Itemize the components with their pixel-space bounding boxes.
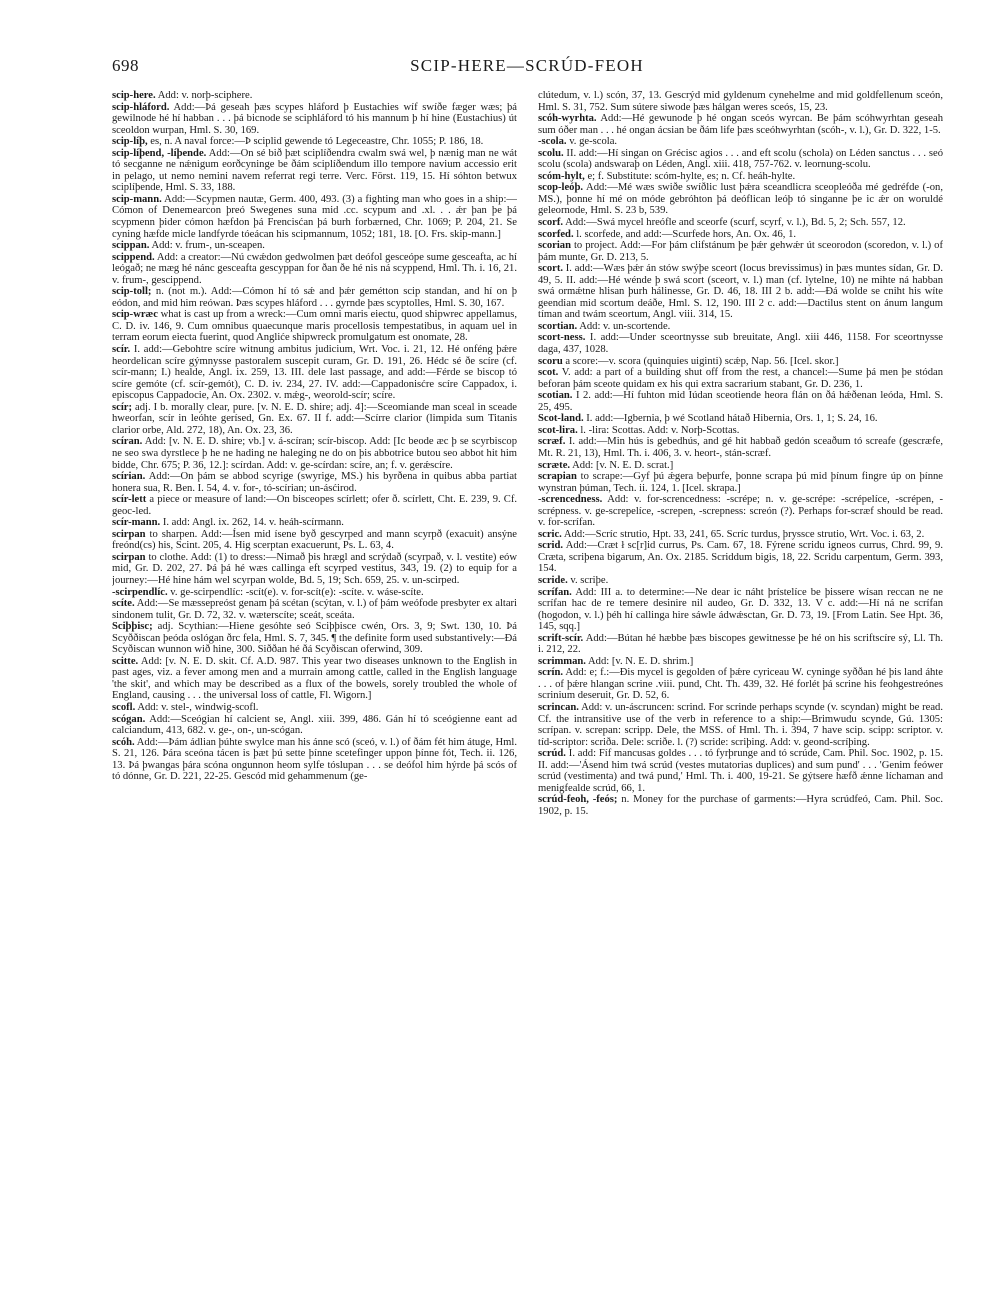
entry-headword: scrín. (538, 667, 564, 679)
entry-text: v. scriþe. (567, 574, 609, 586)
entry-text: v. ge-scirpendlíc: -scít(e). v. for-scít(e): -scíte. v. wáse-scíte. (167, 586, 424, 598)
dictionary-entry (112, 286, 517, 309)
dictionary-entry (112, 240, 517, 252)
dictionary-entry (538, 702, 943, 748)
dictionary-entry (538, 529, 943, 541)
dictionary-entry (538, 540, 943, 575)
dictionary-entry (112, 494, 517, 517)
entry-text: Add: v. frum-, un-sceapen. (149, 240, 265, 252)
dictionary-entry (112, 737, 517, 783)
entry-headword: scír. (112, 344, 131, 356)
entry-headword: scrapian (538, 471, 577, 483)
page-header (112, 56, 942, 80)
entry-headword: scræte. (538, 459, 571, 471)
dictionary-entry (112, 552, 517, 587)
entry-text: v. ge-scola. (566, 136, 618, 148)
dictionary-entry (112, 587, 517, 599)
entry-text: I. add:—Igbernia, þ wé Scotland hátað Hibernia, Ors. 1, 1; S. 24, 16. (583, 413, 878, 425)
dictionary-entry (538, 240, 943, 263)
entry-text: n. Money for the purchase of garments:—Hyra scrúdfeó, Cam. Phil. Soc. 1902, p. 15. (538, 794, 943, 817)
dictionary-entry (538, 217, 943, 229)
entry-headword: scitte. (112, 655, 139, 667)
dictionary-entry (538, 356, 943, 368)
entry-text: to project. Add:—For þám clifstánum þe þǽr gehwǽr út sceorodon (scoredon, v. l.) of þám munte, Gr. D. 213, 5. (538, 240, 943, 263)
entry-headword: scip-toll; (112, 286, 152, 298)
entry-text: Add: v. un-scortende. (577, 320, 671, 332)
entry-text: to scrape:—Gyf þú ǽgera beþurfe, þonne scrapa þú mid þínum fingre úp on þínne wynstran þúman, Tech. ii. 124, 1. [Icel. skrapa.] (538, 471, 943, 494)
entry-text: Add: [v. N. E. D. shrim.] (585, 655, 694, 667)
dictionary-entry (112, 194, 517, 240)
dictionary-entry (538, 656, 943, 668)
dictionary-entry (538, 263, 943, 321)
dictionary-entry (538, 171, 943, 183)
entry-text: a piece or measure of land:—On bisceopes scírlett; ofer ð. scírlett, Cht. E. 239, 9. Cf. geoc-led. (112, 494, 517, 517)
entry-text: Add:—Se mæssepreóst genam þá scétan (scýtan, v. l.) of þám weófode presbyter ex altari sindonem tulit, Gr. D. 72, 32. v. wæterscíte; sceát, sceáta. (112, 598, 517, 621)
entry-headword: -scola. (538, 136, 567, 148)
entry-headword: -scirpendlíc. (112, 586, 168, 598)
entry-headword: -screncedness. (538, 494, 603, 506)
entry-headword: scír; (112, 401, 132, 413)
entry-headword: scot. (538, 367, 559, 379)
dictionary-entry (538, 575, 943, 587)
dictionary-entry (538, 90, 943, 113)
entry-headword: scirpan (112, 551, 146, 563)
entry-headword: scorf. (538, 217, 563, 229)
entry-text: Add:—Swá mycel hreófle and sceorfe (scurf, scyrf, v. l.), Bd. 5, 2; Sch. 557, 12. (563, 217, 906, 229)
entry-headword: scort. (538, 263, 563, 275)
dictionary-entry (112, 309, 517, 344)
dictionary-entry (112, 471, 517, 494)
dictionary-entry (538, 390, 943, 413)
entry-headword: scotian. (538, 390, 573, 402)
entry-text: I. add:—Min hús is gebedhús, and gé hit habbað gedón sceaðum tó screafe (gescræfe, Mt. R. 21, 13), Hml. Th. i. 406, 3. v. heort-, stán-scræf. (538, 436, 943, 459)
entry-text: V. add: a part of a building shut off from the rest, a chancel:—Sume þá men þe stódan beforan þám sceote quidam ex his qui extra sacrarium stabant, Gr. D. 236, 1. (538, 367, 943, 390)
dictionary-entry (112, 136, 517, 148)
entry-headword: scorfed. (538, 228, 574, 240)
dictionary-entry (112, 621, 517, 656)
entry-text: Add:—Mé wæs swiðe swíðlic lust þǽra sceandlicra sceopleóða mé gedréfde (-on, MS.), þonne hí mé on móde gebróhton þá deóflican leóþ tó singanne þe ic ǽr on woruldé geleornode, Hml. S. 23 b, 539. (538, 182, 943, 217)
dictionary-entry (538, 667, 943, 702)
entry-text: what is cast up from a wreck:—Cum omni maris eiectu, quod shipwrec appellamus, C. D. iv. 146, 9. Cum omnibus quaecunque maris procellosis tempestatibus, in aquam uel in terram eorum eiecta fuerint, quod Angliće shipwreck promulgatum est onomate, 28. (112, 309, 517, 344)
entry-headword: scot-lira. (538, 424, 578, 436)
entry-headword: scóh. (112, 736, 135, 748)
dictionary-entry (112, 148, 517, 194)
dictionary-entry (538, 136, 943, 148)
entry-text: Add: v. norþ-sciphere. (155, 90, 253, 101)
entry-text: Add: v. stel-, windwig-scofl. (135, 701, 259, 713)
entry-text: Add:—Cræt ł sc[r]id currus, Ps. Cam. 67, 18. Fýrene scridu igneos currus, Chrd. 99, 9. Cræta, scriþena bigarum, An. Ox. 2185. Scriddum bigis, 18, 22. Scridu carpentum, Germ. 393, 154. (538, 540, 943, 575)
dictionary-entry (112, 102, 517, 137)
entry-text: clútedum, v. l.) scón, 37, 13. Gescrýd mid gyldenum cynehelme and mid goldfellenum sceón, Hml. S. 31, 752. Sum sútere siwode þæs hálgan weres sceós, 15, 23. (538, 90, 943, 113)
dictionary-entry (538, 794, 943, 817)
entry-text: I. add: Angl. ix. 262, 14. v. heáh-scírmann. (160, 517, 344, 529)
entry-headword: scoru (538, 355, 563, 367)
dictionary-entry (538, 332, 943, 355)
entry-headword: scógan. (112, 713, 146, 725)
entry-text: Add:—Þá geseah þæs scypes hláford þ Eustachies wíf swíðe fæger wæs; þá gewilnode hé hí habban . . . þá bicnode se sciphláford tó his mannum þ hí hine (Eustachius) út sceoldon wurpan, Hml. S. 30, 169. (112, 101, 517, 136)
dictionary-entry (112, 402, 517, 437)
entry-text: to sharpen. Add:—Ísen mid ísene byð gescyrped and mann scyrpð (exacuit) ansýne freónd(cs) his, Scint. 205, 4. Hig scerptan exacuerunt, Ps. L. 63, 4. (112, 528, 517, 552)
right-column (538, 90, 943, 1290)
entry-text: Add:—On þám se abbod scyrige (swyrige, MS.) his byrðena in quibus abba partiat honera sua, R. Ben. I. 54, 4. v. for-, tó-scírian; un-ásćirod. (112, 471, 517, 494)
entry-headword: scortian. (538, 320, 578, 332)
dictionary-entry (112, 90, 517, 102)
entry-text: Add:—Bútan hé hæbbe þæs biscopes gewitnesse þe hé on his scriftscíre sý, Ll. Th. i. 212, 22. (538, 632, 943, 656)
entry-headword: scrimman. (538, 655, 586, 667)
entry-text: Add: III a. to determine:—Ne dear ic náht þrístelíce be þissere wísan reccan ne ne scrífan hac de re temere desinire nil audeo, Gr. D. 332, 13. V c. add:—Hí ná ne scrífan (hogodon, v. l.) þéh hí callinga hire sáwle ádwǽsctan, Gr. D. 73, 19. [From Latin. See Hpt. 36, 145, sqq.] (538, 586, 943, 633)
entry-headword: scric. (538, 528, 562, 540)
entry-text: I. add:—Wæs þǽr án stów swýþe sceort (locus brevissimus) in þæs muntes sídan, Gr. D. 49, 5. II. add:—Hé wénde þ swá scort (sceort, v. l.) man (cf. lytelne, 10) ne mihte ná habban swá ormǽtne hlisan þurh hálinesse, Gr. D. 46, 18. III 2 b. add:—Ðá wolde se cniht his wíte geendian mid scortum deáðe, Hml. S. 12, 190. III 2 c. add:—Dactilus stent on ánum langum tíman and twám sceortum, Angl. viii. 314, 15. (538, 263, 943, 321)
entry-text: adj. Scythian:—Hiene gesóhte seó Sciþþisce cwén, Ors. 3, 9; Swt. 130, 10. Þá Scyððiscan þeóda oslógan ðrc fela, Hml. S. 7, 345. ¶ the definite form used substantively:—Ðá Scyðiscan wunnon wið hine, 300. Siððan hé ðá Scyðiscan oferwind, 309. (112, 621, 517, 656)
page-number: 698 (112, 56, 139, 75)
dictionary-entry (538, 148, 943, 171)
entry-text: Add: [v. N. E. D. scrat.] (570, 459, 674, 471)
entry-text: Add: [v. N. E. D. shire; vb.] v. á-scíran; scír-biscop. Add: [Ic beode æc þ se scyrbiscop ne seo swa dyrstlece þ he ne hading ne haleging ne do on þis abbotrice butou seo abbot hit him bidde, Chr. 675; P. 36, 12.]: scírdan. Add: v. ge-scírdan: scíre, an; f. v. gerǽscíre. (112, 436, 517, 471)
entry-headword: scip-wræc (112, 309, 158, 321)
dictionary-entry (538, 367, 943, 390)
entry-headword: scræf. (538, 436, 566, 448)
dictionary-entry (112, 252, 517, 287)
entry-text: Add:—Scypmen nautæ, Germ. 400, 493. (3) a fighting man who goes in a ship:—Cómon of Denemearcon þreó Swegenes suna mid .cc. scypum and .xl. . . ǽr þan þe þá scypmenn þider cómon hæfdon þá Frencisćan þá burh forbærned, Chr. 1069; P. 204, 21. Se cyning hæfde micle landfyrde tóeácan his scipmannum, 1052; 181, 18. [O. Frs. skip-mann.] (112, 193, 517, 240)
entry-text: Add:—Scríc strutio, Hpt. 33, 241, 65. Scríc turdus, þryssce strutio, Wrt. Voc. i. 63, 2. (561, 528, 925, 540)
entry-text: l. -lira: Scottas. Add: v. Norþ-Scottas. (577, 424, 740, 436)
entry-headword: scrift-scír. (538, 632, 584, 644)
entry-headword: scírian. (112, 471, 146, 483)
dictionary-entry (112, 598, 517, 621)
dictionary-entry (112, 702, 517, 714)
dictionary-entry (538, 460, 943, 472)
dictionary-entry (538, 471, 943, 494)
dictionary-entry (112, 656, 517, 702)
dictionary-entry (112, 517, 517, 529)
entry-text: l. scorfede, and add:—Scurfede hors, An. Ox. 46, 1. (573, 228, 797, 240)
entry-headword: scrúd-feoh, -feós; (538, 794, 618, 806)
entry-headword: scippend. (112, 251, 155, 263)
dictionary-entry (112, 344, 517, 402)
dictionary-entry (538, 587, 943, 633)
entry-headword: scrúd. (538, 748, 566, 760)
dictionary-entry (538, 425, 943, 437)
dictionary-entry (538, 182, 943, 217)
dictionary-entry (538, 321, 943, 333)
entry-headword: scofl. (112, 701, 136, 713)
entry-text: n. (not m.). Add:—Cómon hí tó sǽ and þǽr gemétton scip standan, and hí on þ eódon, and mid him reówan. Þæs scypes hláford . . . gyrnde þæs scyptolles, Hml. S. 30, 167. (112, 286, 517, 309)
entry-headword: Sciþþisc; (112, 621, 153, 633)
dictionary-entry (538, 113, 943, 136)
entry-text: I. add:—Gebohtre scíre witnung ambitus judicium, Wrt. Voc. i. 21, 12. Hé onféng þǽre heordelican scíre gýmnysse pastoralem suscepit curam, Gr. D. 191, 26. Hédc sé ðe scíre (cf. scír-mann; I.) healde, Angl. ix. 259, 13. III. dele last passage, and add:—Férde se biscop tó scíre gemóte (cf. scír-gemót), C. D. iv. 234, 27. IV. add:—Cappadonisćre scíre Cappadox, i. episcopus Cappadocie, An. Ox. 2302. v. mǽg-, weorold-scír; scíre. (112, 344, 517, 402)
entry-text: Add: [v. N. E. D. skit. Cf. A.D. 987. This year two diseases unknown to the English in past ages, viz. a fever among men and a murrain among cattle, called in the English language 'the skit', and which may be described as a flux of the bowels, sorely troubled the whole of England, causing . . . the universal loss of cattle, Fl. Wigorn.] (112, 655, 517, 702)
entry-headword: scip-hláford. (112, 101, 170, 113)
entry-headword: scír-mann. (112, 517, 161, 529)
entry-text: Add: a creator:—Nú cwǽdon gedwolmen þæt deófol gesceópe sume gesceafta, ac hí leógað; ne mæg hé nánc gesceafta gescyppan for ðan ðe hé nis ná scyppend, Hml. Th. i. 16, 21. v. frum-, gescippend. (112, 251, 517, 286)
entry-headword: scóh-wyrhta. (538, 113, 597, 125)
entry-headword: scolu. (538, 147, 564, 159)
dictionary-entry (538, 413, 943, 425)
entry-headword: scip-here. (112, 90, 156, 101)
dictionary-entry (112, 529, 517, 552)
entry-headword: scír-lett (112, 494, 147, 506)
entry-headword: scíran. (112, 436, 143, 448)
entry-text: I. add:—Under sceortnysse sub breuitate, Angl. xiii 446, 1158. For sceortnysse daga, 437, 1028. (538, 332, 943, 356)
entry-headword: scip-líþ, (112, 136, 148, 148)
entry-text: adj. I b. morally clear, pure. [v. N. E. D. shire; adj. 4]:—Sceomiande man sceal in sceade hweorfan, scír in leóhte gerísed, Gn. Ex. 67. II f. add:—Scírre clarior (limpida sum Titanis clarior orbe, Ald. 272, 18), An. Ox. 23, 36. (112, 401, 517, 436)
entry-text: Add: e; f.:—Ðis mycel is gegolden of þǽre cyriceau W. cyninge syððan hé þis land áhte . . . of þǽre hlangan scrine .viii. pund, Cht. Th. 439, 32. Hé forlét þá scrine his feohgestreónes scrinium deseruit, Gr. D. 52, 6. (538, 667, 943, 702)
entry-headword: scip-mann. (112, 193, 162, 205)
entry-headword: scíte. (112, 598, 135, 610)
entry-headword: scop-leóþ. (538, 182, 584, 194)
running-title: SCIP-HERE—SCRÚD-FEOH (410, 56, 644, 75)
entry-text: e; f. Substitute: scóm-hylte, es; n. Cf. heáh-hylte. (584, 170, 796, 182)
entry-text: to clothe. Add: (1) to dress:—Nimað þis hrægl and scrýdað (scyrpað, v. l. vestite) eów mid, Gr. D. 202, 27. Þá þá hé wæs callinga eft scyrped vestitus, 343, 19. (2) to equip for a journey:—Hé hine hám wel scyrpan wolde, Bd. 5, 19; Sch. 659, 25. v. un-scirped. (112, 551, 517, 586)
dictionary-entry (112, 436, 517, 471)
dictionary-entry (538, 229, 943, 241)
dictionary-entry (538, 633, 943, 656)
entry-text: es, n. A naval force:—Þ sciplid gewende tó Legeceastre, Chr. 1055; P. 186, 18. (147, 136, 484, 148)
entry-text: I 2. add:—Hí fuhton mid Iúdan sceotiende heora flán on ðá hǽðenan leóda, Hml. S. 25, 495. (538, 390, 943, 413)
entry-headword: scort-ness. (538, 332, 586, 344)
dictionary-entry (538, 436, 943, 459)
dictionary-entry (538, 494, 943, 529)
entry-headword: scrid. (538, 540, 564, 552)
entry-text: I. add: Fíf mancusas goldes . . . tó fyrþrunge and tó scrúde, Cam. Phil. Soc. 1902, p. 15. II. add:—'Ásend him twá scrúd (vestes mutatorias duplices) and sum pund' . . . 'Genim feówer scrúd (vestimenta) and twá pund,' Hml. Th. i. 400, 19-21. Se gýtsere hæfð ǽnne líchaman and menigfealde scrúd, 66, 1. (538, 748, 943, 794)
entry-text: II. add:—Hí singan on Grécisc agios . . . and eft scolu (schola) on Léden sanctus . . . seó scolu (scola) andswaraþ on Léden, Angl. xiii. 418, 757-762. v. leornung-scolu. (538, 147, 943, 171)
entry-text: Add:—Þám ádlian þúhte swylce man his ánne scó (sceó, v. l.) of ðám fét him átuge, Hml. S. 21, 126. Þára sceóna tácen is þæt þú sette þínne scetefinger uppon þínne fót, Tech. ii. 126, 13. Þá þwangas þára scóna ongunnon heom sylfe tóslupan . . . se deófol him hýrde þá scós of tó dónne, Gr. D. 221, 22-25. Gescód mid gehammenum (ge- (112, 736, 517, 783)
entry-headword: scrífan. (538, 586, 572, 598)
entry-headword: Scot-land. (538, 413, 584, 425)
entry-headword: scrincan. (538, 701, 579, 713)
left-column (112, 90, 517, 1290)
entry-text: Add:—On sé bið þæt sciplíðendra cwalm swá wel, þ nænig man ne wát tó secganne ne nǽnigum eorðcyninge be ðám sciplíðendum illo tempore navium accessio erit in pelago, ut nemo nemini navem referrat regi terre. Verc. Först. 119, 15. Hí sóhton betwux sciplíþende, Hml. S. 33, 188. (112, 147, 517, 194)
entry-headword: scip-líþend, -líþende. (112, 147, 207, 159)
entry-headword: scride. (538, 574, 568, 586)
entry-text: Add: v. un-áscruncen: scrind. For scrinde perhaps scynde (v. scyndan) might be read. Cf. the intransitive use of the verb in reference to a ship:—Brimwudu scynde, Gú. 1305: scrípan. v. screpan: scripp. Dele, the MSS. of Hml. Th. i. 394, 7 have scip. scipp: scriptor. v. tíd-scriptor: scriða. Dele: scriðe. l. (?) scride: scriþing. Add: v. geond-scríþing. (538, 701, 943, 748)
entry-text: Add:—Hé gewunode þ hé ongan sceós wyrcan. Be þám scóhwyrhtan geseah sum óðer man . . . hé ongan ácsian be ðám life þæs sceóhwyrhtan (scóh-, v. l.), Gr. D. 322, 1-5. (538, 113, 943, 136)
dictionary-entry (538, 748, 943, 794)
entry-text: a score:—v. scora (quinquies uiginti) scǽp, Nap. 56. [Icel. skor.] (562, 355, 839, 367)
entry-headword: scirpan (112, 528, 146, 540)
entry-text: Add: v. for-screncedness: -scrépe; n. v. ge-scrépe: -scrépelíce, -scrépen, -scrépness. v. ge-screpelíce, -screpen, -screpness: screón (?). Perhaps for-scræf should be read. v. for-scrífan. (538, 494, 943, 529)
entry-text: Add:—Sceógian hí calcient se, Angl. xiii. 399, 486. Gán hí tó sceógienne eant ad calciandum, 413, 682. v. ge-, on-, un-scógan. (112, 713, 517, 737)
dictionary-entry (112, 714, 517, 737)
entry-headword: scorian (538, 240, 571, 252)
entry-headword: scippan. (112, 240, 150, 252)
entry-headword: scóm-hylt, (538, 170, 585, 182)
